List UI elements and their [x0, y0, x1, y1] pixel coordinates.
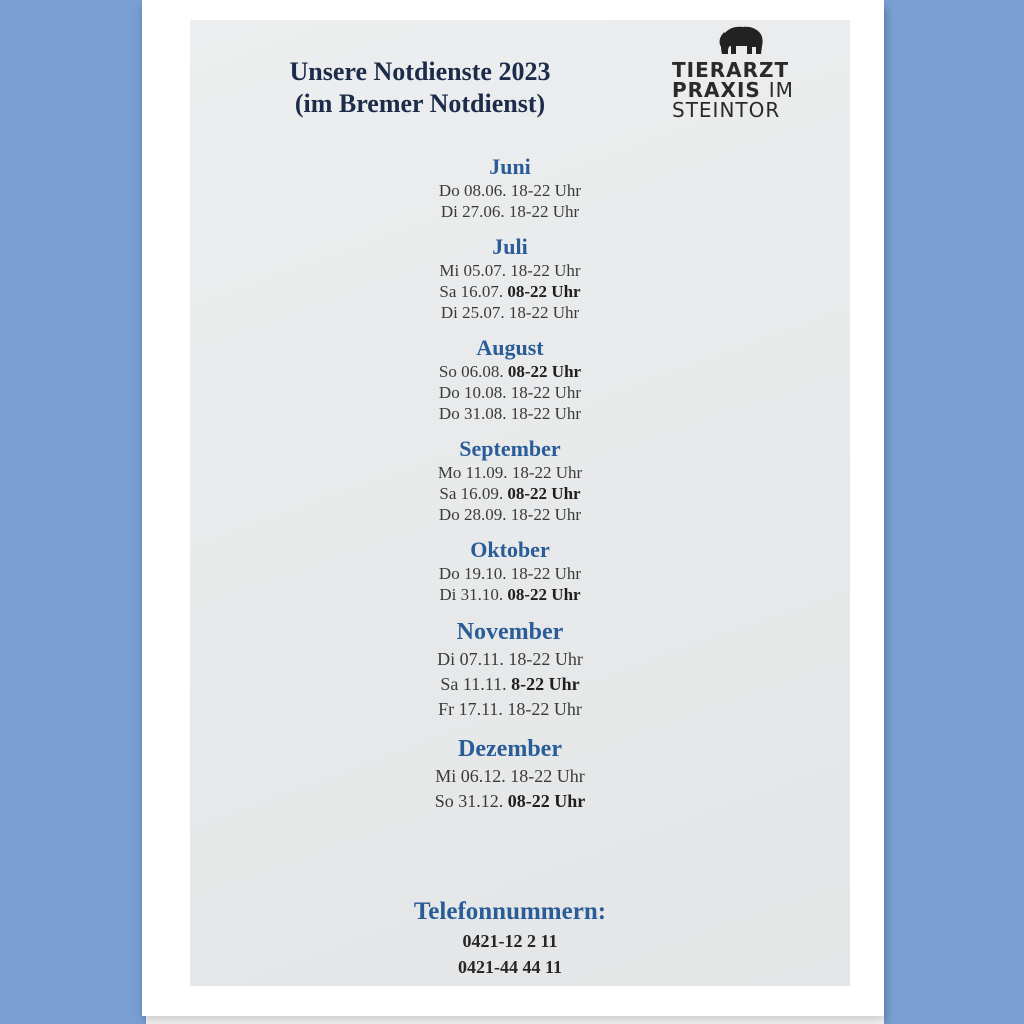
duty-time: 18-22 Uhr — [510, 564, 582, 583]
duty-entry — [310, 563, 710, 584]
duty-time: 18-22 Uhr — [510, 383, 582, 402]
duty-entry — [310, 789, 710, 814]
duty-date: Di 27.06. — [440, 202, 505, 221]
duty-date: Do 19.10. — [438, 564, 507, 583]
month-heading: Juli — [492, 234, 528, 259]
duty-time: 08-22 Uhr — [507, 484, 581, 503]
duty-date: Mi 05.07. — [439, 261, 506, 280]
page-title — [250, 56, 590, 120]
month-block — [310, 234, 710, 323]
duty-entry — [310, 403, 710, 424]
duty-date: Do 10.08. — [438, 383, 507, 402]
duty-entry — [310, 764, 710, 789]
duty-time: 18-22 Uhr — [510, 766, 585, 786]
duty-entry — [310, 180, 710, 201]
duty-entry — [310, 302, 710, 323]
month-heading: Dezember — [458, 736, 562, 762]
duty-entry — [310, 382, 710, 403]
duty-time: 18-22 Uhr — [508, 202, 580, 221]
logo-line-3: STEINTOR — [672, 98, 781, 122]
duty-date: Do 08.06. — [438, 181, 507, 200]
duty-entry — [310, 201, 710, 222]
mammoth-icon — [716, 24, 766, 56]
duty-time: 18-22 Uhr — [508, 649, 583, 669]
duty-date: Sa 16.07. — [439, 282, 504, 301]
logo-line-1: TIERARZT — [672, 58, 790, 82]
title-line-1: Unsere Notdienste 2023 — [289, 57, 551, 86]
notice-sheet — [190, 20, 850, 986]
duty-time: 18-22 Uhr — [507, 699, 582, 719]
duty-entry — [310, 361, 710, 382]
duty-time: 08-22 Uhr — [507, 791, 586, 811]
duty-schedule — [310, 154, 710, 826]
duty-time: 18-22 Uhr — [510, 404, 582, 423]
duty-entry — [310, 504, 710, 525]
duty-date: Mi 06.12. — [435, 766, 506, 786]
duty-date: Fr 17.11. — [438, 699, 503, 719]
logo-line-2 — [672, 80, 794, 100]
month-heading: August — [476, 335, 544, 360]
duty-date: So 06.08. — [438, 362, 504, 381]
month-block — [310, 537, 710, 605]
duty-entry — [310, 260, 710, 281]
duty-time: 08-22 Uhr — [507, 585, 581, 604]
duty-entry — [310, 647, 710, 672]
phone-section — [310, 896, 710, 980]
duty-entry — [310, 697, 710, 722]
phone-number: 0421-12 2 11 — [462, 931, 558, 951]
duty-date: Sa 11.11. — [440, 674, 507, 694]
duty-date: Sa 16.09. — [439, 484, 504, 503]
phones-heading: Telefonnummern: — [413, 898, 607, 925]
duty-entry — [310, 462, 710, 483]
duty-date: So 31.12. — [434, 791, 504, 811]
duty-time: 8-22 Uhr — [511, 674, 580, 694]
duty-entry — [310, 672, 710, 697]
duty-time: 18-22 Uhr — [510, 505, 582, 524]
duty-date: Di 25.07. — [440, 303, 505, 322]
logo-line-2-main: PRAXIS — [672, 78, 761, 102]
duty-entry — [310, 483, 710, 504]
month-block — [310, 436, 710, 525]
duty-date: Di 31.10. — [439, 585, 504, 604]
duty-time: 18-22 Uhr — [508, 303, 580, 322]
month-heading: September — [459, 436, 561, 461]
month-heading: Oktober — [470, 537, 550, 562]
logo-line-2-suffix: IM — [768, 78, 794, 102]
duty-entry — [310, 281, 710, 302]
duty-date: Di 07.11. — [437, 649, 504, 669]
month-heading: Juni — [489, 154, 531, 179]
duty-date: Do 28.09. — [438, 505, 507, 524]
duty-time: 08-22 Uhr — [507, 282, 581, 301]
month-heading: November — [456, 619, 564, 645]
month-block — [310, 154, 710, 222]
month-block — [310, 617, 710, 722]
phone-number: 0421-44 44 11 — [457, 957, 562, 977]
duty-date: Mo 11.09. — [437, 463, 508, 482]
duty-time: 18-22 Uhr — [511, 463, 583, 482]
duty-date: Do 31.08. — [438, 404, 507, 423]
title-line-2: (im Bremer Notdienst) — [294, 89, 546, 118]
practice-logo — [672, 24, 822, 124]
duty-time: 18-22 Uhr — [510, 261, 581, 280]
logo-wordmark — [672, 60, 794, 120]
duty-entry — [310, 584, 710, 605]
duty-time: 08-22 Uhr — [507, 362, 582, 381]
duty-time: 18-22 Uhr — [510, 181, 582, 200]
month-block — [310, 335, 710, 424]
month-block — [310, 734, 710, 814]
